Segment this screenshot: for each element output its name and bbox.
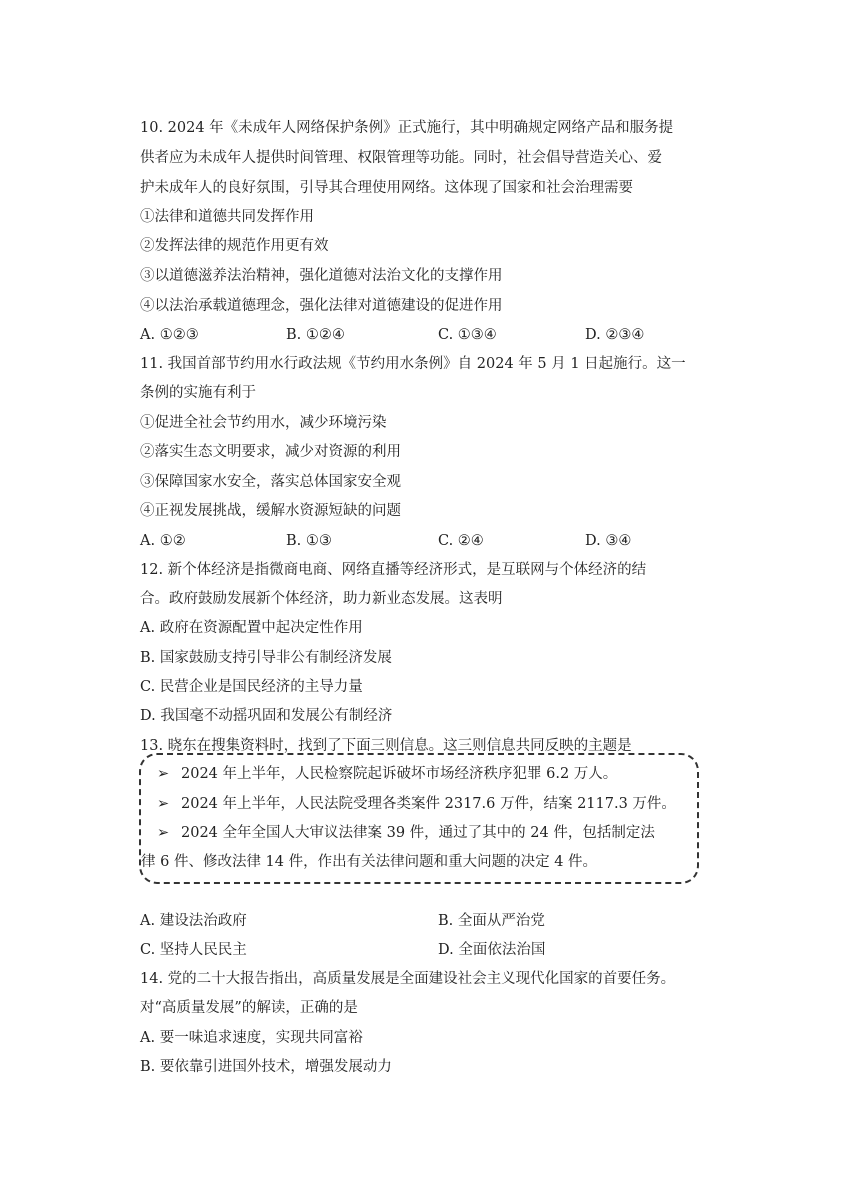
q10-stem-line-3: 护未成年人的良好氛围，引导其合理使用网络。这体现了国家和社会治理需要	[140, 180, 633, 196]
arrow-bullet-icon: ➢	[157, 796, 170, 812]
q10-stem-line-1: 10. 2024 年《未成年人网络保护条例》正式施行，其中明确规定网络产品和服务提	[140, 120, 674, 136]
q11-option-a: A. ①②	[140, 533, 186, 549]
q11-stem-line-2: 条例的实施有利于	[140, 385, 256, 401]
q14-stem-line-2: 对“高质量发展”的解读，正确的是	[140, 1000, 358, 1016]
q12-stem-line-1: 12. 新个体经济是指微商电商、网络直播等经济形式，是互联网与个体经济的结	[140, 562, 647, 578]
q10-option-d: D. ②③④	[585, 327, 645, 343]
q13-info-2	[157, 794, 676, 814]
q10-option-b: B. ①②④	[286, 327, 345, 343]
q12-stem-line-2: 合。政府鼓励发展新个体经济，助力新业态发展。这表明	[140, 591, 503, 607]
q11-option-b: B. ①③	[286, 533, 332, 549]
q14-stem-line-1: 14. 党的二十大报告指出，高质量发展是全面建设社会主义现代化国家的首要任务。	[140, 971, 676, 987]
q10-stem-line-2: 供者应为未成年人提供时间管理、权限管理等功能。同时，社会倡导营造关心、爱	[140, 150, 662, 166]
q10-item-2: ②发挥法律的规范作用更有效	[140, 238, 329, 254]
q10-option-a: A. ①②③	[140, 327, 199, 343]
q11-item-1: ①促进全社会节约用水，减少环境污染	[140, 415, 387, 431]
q10-item-4: ④以法治承载道德理念，强化法律对道德建设的促进作用	[140, 298, 503, 314]
q13-info-3	[157, 823, 655, 843]
arrow-bullet-icon: ➢	[157, 766, 170, 782]
q13-option-b: B. 全面从严治党	[438, 913, 545, 929]
q12-option-c: C. 民营企业是国民经济的主导力量	[140, 679, 363, 695]
q12-option-d: D. 我国毫不动摇巩固和发展公有制经济	[140, 708, 393, 724]
q13-info-text-2: 2024 年上半年，人民法院受理各类案件 2317.6 万件，结案 2117.3 万件。	[181, 796, 676, 812]
q13-info-1	[157, 764, 617, 784]
q13-info-text-3: 2024 全年全国人大审议法律案 39 件，通过了其中的 24 件，包括制定法	[181, 825, 655, 841]
q13-info-3-continuation: 律 6 件、修改法律 14 件，作出有关法律问题和重大问题的决定 4 件。	[141, 854, 598, 870]
q11-option-d: D. ③④	[585, 533, 632, 549]
q12-option-b: B. 国家鼓励支持引导非公有制经济发展	[140, 650, 392, 666]
q13-stem: 13. 晓东在搜集资料时，找到了下面三则信息。这三则信息共同反映的主题是	[140, 738, 632, 754]
q13-option-a: A. 建设法治政府	[140, 913, 247, 929]
q10-option-c: C. ①③④	[438, 327, 497, 343]
q10-item-1: ①法律和道德共同发挥作用	[140, 209, 314, 225]
q11-item-3: ③保障国家水安全，落实总体国家安全观	[140, 474, 401, 490]
q11-item-4: ④正视发展挑战，缓解水资源短缺的问题	[140, 503, 401, 519]
q11-stem-line-1: 11. 我国首部节约用水行政法规《节约用水条例》自 2024 年 5 月 1 日起施行。这一	[140, 356, 686, 372]
arrow-bullet-icon: ➢	[157, 825, 170, 841]
q13-option-d: D. 全面依法治国	[438, 942, 546, 958]
q13-info-text-1: 2024 年上半年，人民检察院起诉破坏市场经济秩序犯罪 6.2 万人。	[181, 766, 618, 782]
q13-info-box	[139, 753, 699, 884]
q14-option-a: A. 要一味追求速度，实现共同富裕	[140, 1030, 363, 1046]
q10-item-3: ③以道德滋养法治精神，强化道德对法治文化的支撑作用	[140, 268, 503, 284]
q12-option-a: A. 政府在资源配置中起决定性作用	[140, 620, 363, 636]
q13-option-c: C. 坚持人民民主	[140, 942, 247, 958]
q11-option-c: C. ②④	[438, 533, 484, 549]
q14-option-b: B. 要依靠引进国外技术，增强发展动力	[140, 1059, 392, 1075]
q11-item-2: ②落实生态文明要求，减少对资源的利用	[140, 444, 401, 460]
